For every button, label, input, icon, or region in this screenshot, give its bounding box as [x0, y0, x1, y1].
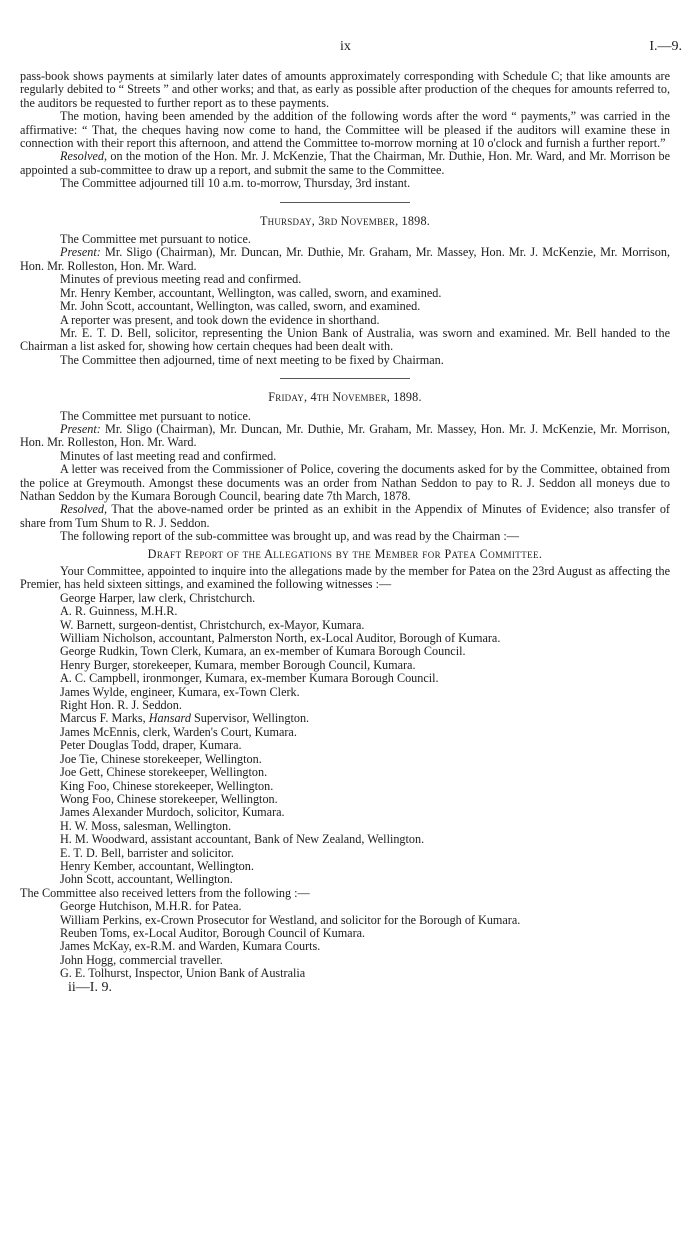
list-item: Reuben Toms, ex-Local Auditor, Borough Council of Kumara. — [60, 925, 366, 940]
paragraph: Mr. Henry Kember, accountant, Wellington, was called, sworn, and examined. — [60, 285, 442, 300]
hansard-label: Hansard — [148, 711, 191, 726]
resolved-label: Resolved, — [60, 149, 108, 164]
list-item: Joe Tie, Chinese storekeeper, Wellington. — [60, 751, 262, 766]
paragraph: pass-book shows payments at similarly later dates of amounts approximately corresponding with Schedule C; that like amounts are regularly debited to “ Streets ” and other works; and that, as early as possible after production of the cheques for amounts referred to, the auditors be requested to further report as to these payments. — [20, 69, 670, 110]
list-item: William Nicholson, accountant, Palmerston North, ex-Local Auditor, Borough of Kumara. — [60, 631, 501, 646]
list-item: Henry Burger, storekeeper, Kumara, member Borough Council, Kumara. — [60, 657, 416, 672]
document-page — [20, 0, 682, 995]
list-item: James McEnnis, clerk, Warden's Court, Kumara. — [60, 724, 297, 739]
page-header — [20, 0, 682, 54]
section-divider — [280, 378, 410, 379]
list-item: James Alexander Murdoch, solicitor, Kumara. — [60, 805, 285, 820]
paragraph: The Committee adjourned till 10 a.m. to-morrow, Thursday, 3rd instant. — [60, 176, 411, 191]
paragraph: The Committee then adjourned, time of next meeting to be fixed by Chairman. — [60, 352, 444, 367]
witness-list — [20, 592, 670, 887]
list-item: Henry Kember, accountant, Wellington. — [60, 858, 254, 873]
list-item: E. T. D. Bell, barrister and solicitor. — [60, 845, 234, 860]
letters-intro: The Committee also received letters from the following :— — [20, 885, 310, 900]
signature-mark: ii—I. 9. — [68, 979, 112, 995]
list-item — [60, 712, 670, 725]
list-item: William Perkins, ex-Crown Prosecutor for Westland, and solicitor for the Borough of Kumara. — [60, 912, 521, 927]
list-item: James McKay, ex-R.M. and Warden, Kumara Courts. — [60, 939, 321, 954]
report-heading: Draft Report of the Allegations by the Member for Patea Committee. — [147, 546, 543, 561]
meeting-date-heading: Thursday, 3rd November, 1898. — [260, 213, 430, 228]
present-list — [20, 246, 670, 273]
paragraph: Minutes of previous meeting read and confirmed. — [60, 272, 302, 287]
paragraph: Mr. E. T. D. Bell, solicitor, representing the Union Bank of Australia, was sworn and examined. Mr. Bell handed to the Chairman a list asked for, showing how certain cheques had been dealt with. — [20, 325, 670, 354]
letters-list — [20, 900, 670, 980]
list-item: Wong Foo, Chinese storekeeper, Wellington. — [60, 791, 278, 806]
list-item: G. E. Tolhurst, Inspector, Union Bank of Australia — [60, 966, 306, 981]
meeting-date-heading: Friday, 4th November, 1898. — [268, 390, 422, 405]
section-divider — [280, 202, 410, 203]
report-intro: Your Committee, appointed to inquire into the allegations made by the member for Patea on the 23rd August as affecting the Premier, has held sixteen sittings, and examined the following witnesses :— — [20, 564, 670, 592]
paragraph: A letter was received from the Commissioner of Police, covering the documents asked for by the Committee, obtained from the police at Greymouth. Amongst these documents was an order from Nathan Seddon to pay to R. J. Seddon all moneys due to Nathan Seddon by the Kumara Borough Council, bearing date 7th March, 1878. — [20, 462, 670, 503]
present-members: Mr. Sligo (Chairman), Mr. Duncan, Mr. Duthie, Mr. Graham, Mr. Massey, Hon. Mr. J. McKenzie, Mr. Morrison, Hon. Mr. Rolleston, Hon. Mr. Ward. — [20, 245, 670, 273]
page-content — [20, 70, 670, 994]
present-list — [20, 423, 670, 450]
list-item: Peter Douglas Todd, draper, Kumara. — [60, 738, 242, 753]
list-item: Joe Gett, Chinese storekeeper, Wellington. — [60, 765, 268, 780]
list-item: George Rudkin, Town Clerk, Kumara, an ex-member of Kumara Borough Council. — [60, 644, 466, 659]
paragraph: Mr. John Scott, accountant, Wellington, was called, sworn, and examined. — [60, 299, 421, 314]
list-item: King Foo, Chinese storekeeper, Wellington. — [60, 778, 274, 793]
list-item: A. C. Campbell, ironmonger, Kumara, ex-member Kumara Borough Council. — [60, 671, 439, 686]
paragraph: The Committee met pursuant to notice. — [60, 232, 251, 247]
list-item: James Wylde, engineer, Kumara, ex-Town Clerk. — [60, 684, 300, 699]
paragraph: The motion, having been amended by the addition of the following words after the word “ payments,” was carried in the affirmative: “ That, the cheques having now come to hand, the Committee will be pleased if the auditors will examine these in connection with their report this afternoon, and attend the Committee to-morrow morning at 10 o'clock and furnish a further report.” — [20, 109, 670, 151]
paragraph: A reporter was present, and took down the evidence in shorthand. — [60, 312, 380, 327]
list-item: A. R. Guinness, M.H.R. — [60, 604, 178, 619]
paragraph: The Committee met pursuant to notice. — [60, 408, 251, 423]
present-label: Present: — [60, 421, 101, 436]
list-item: H. W. Moss, salesman, Wellington. — [60, 818, 232, 833]
present-label: Present: — [60, 245, 101, 260]
list-item: Right Hon. R. J. Seddon. — [60, 698, 182, 713]
resolution-text: That the above-named order be printed as an exhibit in the Appendix of Minutes of Evidence; also transfer of share from Tum Shum to R. J. Seddon. — [20, 502, 670, 530]
list-item: John Hogg, commercial traveller. — [60, 952, 223, 967]
paragraph — [20, 503, 670, 530]
list-item: George Harper, law clerk, Christchurch. — [60, 590, 256, 605]
list-item: H. M. Woodward, assistant accountant, Bank of New Zealand, Wellington. — [60, 832, 425, 847]
list-item: W. Barnett, surgeon-dentist, Christchurch, ex-Mayor, Kumara. — [60, 617, 365, 632]
page-number: ix — [340, 39, 351, 54]
paragraph: Minutes of last meeting read and confirmed. — [60, 448, 277, 463]
present-members: Mr. Sligo (Chairman), Mr. Duncan, Mr. Duthie, Mr. Graham, Mr. Massey, Hon. Mr. J. McKenzie, Mr. Morrison, Hon. Mr. Rolleston, Hon. Mr. Ward. — [20, 421, 670, 450]
list-item: George Hutchison, M.H.R. for Patea. — [60, 899, 242, 914]
witness-name: Marcus F. Marks, — [60, 711, 149, 726]
resolution-text: on the motion of the Hon. Mr. J. McKenzie, That the Chairman, Mr. Duthie, Hon. Mr. Ward, and Mr. Morrison be appointed a sub-committee to draw up a report, and submit the same to the Committee. — [20, 149, 670, 177]
resolved-label: Resolved, — [60, 502, 108, 517]
list-item: John Scott, accountant, Wellington. — [60, 872, 233, 887]
paragraph: The following report of the sub-committee was brought up, and was read by the Chairman :— — [60, 529, 519, 544]
paragraph — [20, 150, 670, 177]
document-reference: I.—9. — [649, 39, 682, 54]
witness-role: Supervisor, Wellington. — [190, 711, 310, 726]
